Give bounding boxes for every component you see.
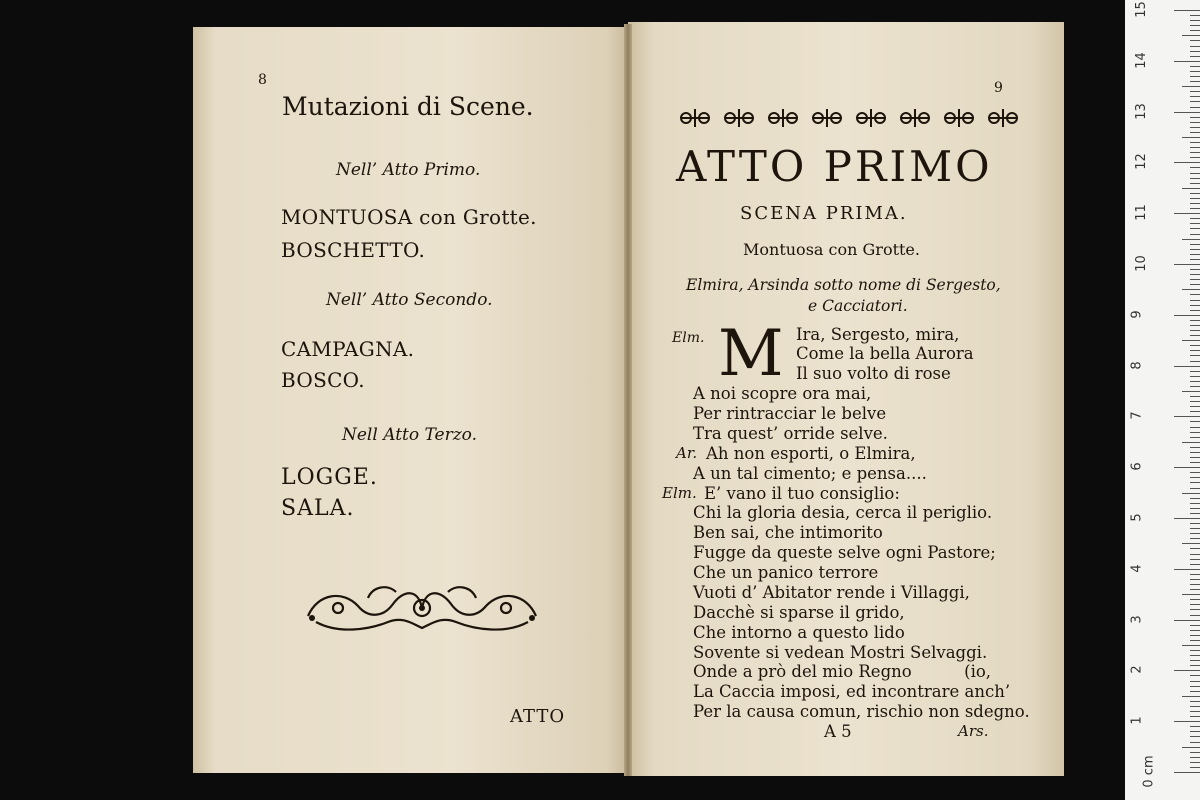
verse-line: Che un panico terrore (693, 563, 879, 582)
ruler-tick (1190, 503, 1200, 504)
ruler-number: 3 (1129, 614, 1145, 624)
ruler-tick (1190, 325, 1200, 326)
ruler-tick (1190, 752, 1200, 753)
ruler-tick (1190, 40, 1200, 41)
ruler-tick (1190, 132, 1200, 133)
ruler-tick (1190, 66, 1200, 67)
ruler-tick (1190, 406, 1200, 407)
measurement-ruler (1125, 0, 1200, 800)
ruler-tick (1190, 218, 1200, 219)
left-page-number: 8 (258, 72, 267, 88)
ruler-tick (1190, 350, 1200, 351)
ruler-tick (1190, 51, 1200, 52)
ruler-number: 13 (1133, 102, 1149, 120)
right-catchword: Ars. (958, 722, 989, 740)
fleuron-row-ornament (676, 103, 1024, 133)
ruler-tick (1190, 310, 1200, 311)
ruler-tick (1190, 427, 1200, 428)
ruler-tick (1190, 173, 1200, 174)
ruler-tick (1190, 462, 1200, 463)
ruler-tick (1190, 193, 1200, 194)
ruler-tick (1182, 543, 1200, 544)
ruler-tick (1174, 213, 1200, 214)
scene-item: SALA. (281, 496, 355, 521)
ruler-tick (1190, 91, 1200, 92)
ruler-tick (1174, 61, 1200, 62)
verse-line: E’ vano il tuo consiglio: (704, 484, 900, 503)
ruler-tick (1190, 675, 1200, 676)
ruler-tick (1190, 640, 1200, 641)
ruler-tick (1182, 594, 1200, 595)
ruler-tick (1174, 569, 1200, 570)
ruler-tick (1190, 523, 1200, 524)
ruler-tick (1174, 721, 1200, 722)
ruler-tick (1190, 513, 1200, 514)
ruler-tick (1190, 579, 1200, 580)
ruler-tick (1190, 71, 1200, 72)
ruler-tick (1190, 472, 1200, 473)
ruler-tick (1174, 670, 1200, 671)
scene-item: BOSCO. (281, 368, 365, 392)
ruler-tick (1190, 584, 1200, 585)
ruler-tick (1182, 391, 1200, 392)
ruler-tick (1190, 254, 1200, 255)
ruler-tick (1190, 244, 1200, 245)
verse-line: Ira, Sergesto, mira, (796, 325, 960, 344)
verse-line: Dacchè si sparse il grido, (693, 603, 905, 622)
ruler-tick (1190, 609, 1200, 610)
ruler-tick (1190, 447, 1200, 448)
ruler-tick (1190, 554, 1200, 555)
ruler-tick (1190, 665, 1200, 666)
ruler-tick (1190, 381, 1200, 382)
ruler-tick (1190, 437, 1200, 438)
verse-line: Fugge da queste selve ogni Pastore; (693, 543, 996, 562)
ruler-tick (1174, 162, 1200, 163)
speaker-label: Ar. (676, 444, 698, 462)
ruler-tick (1182, 86, 1200, 87)
ruler-number: 1 (1129, 716, 1145, 725)
ruler-tick (1190, 198, 1200, 199)
ruler-tick (1190, 81, 1200, 82)
ruler-tick (1174, 620, 1200, 621)
ruler-tick (1190, 46, 1200, 47)
verse-line: A noi scopre ora mai, (693, 384, 872, 403)
verse-line: La Caccia imposi, ed incontrare anch’ (693, 682, 1011, 701)
ruler-tick (1190, 716, 1200, 717)
ruler-number: 5 (1129, 513, 1145, 522)
ruler-tick (1190, 457, 1200, 458)
ruler-tick (1182, 340, 1200, 341)
ruler-tick (1190, 528, 1200, 529)
characters-line: Elmira, Arsinda sotto nome di Sergesto, (686, 276, 1001, 294)
ruler-number: 8 (1129, 360, 1145, 370)
ruler-tick (1174, 772, 1200, 773)
ruler-tick (1190, 681, 1200, 682)
ruler-tick (1182, 747, 1200, 748)
ruler-number: 10 (1133, 255, 1149, 272)
ruler-tick (1190, 726, 1200, 727)
ruler-tick (1190, 167, 1200, 168)
signature-mark: A 5 (824, 722, 852, 741)
left-catchword: ATTO (510, 706, 566, 727)
verse-line: Ben sai, che intimorito (693, 523, 883, 542)
ruler-number: 11 (1133, 204, 1149, 221)
ruler-tick (1190, 630, 1200, 631)
ruler-tick (1190, 371, 1200, 372)
ruler-tick (1190, 122, 1200, 123)
ruler-tick (1190, 152, 1200, 153)
ruler-tick (1190, 599, 1200, 600)
verse-line: Vuoti d’ Abitator rende i Villaggi, (693, 583, 970, 602)
ruler-tick (1190, 650, 1200, 651)
ruler-tick (1190, 178, 1200, 179)
ruler-tick (1174, 416, 1200, 417)
ruler-tick (1190, 635, 1200, 636)
ruler-tick (1190, 538, 1200, 539)
ruler-number: 12 (1133, 153, 1149, 171)
ruler-tick (1190, 498, 1200, 499)
ruler-tick (1190, 386, 1200, 387)
act-label-3: Nell Atto Terzo. (342, 425, 477, 445)
ruler-number: 2 (1129, 665, 1145, 675)
ruler-tick (1190, 56, 1200, 57)
scene-item: MONTUOSA con Grotte. (281, 205, 537, 229)
characters-line: e Cacciatori. (808, 297, 908, 315)
ruler-tick (1190, 25, 1200, 26)
ruler-tick (1190, 284, 1200, 285)
act-title: ATTO PRIMO (676, 142, 993, 191)
ruler-tick (1190, 736, 1200, 737)
ruler-tick (1190, 300, 1200, 301)
ruler-tick (1190, 157, 1200, 158)
verse-line: Per rintracciar le belve (693, 404, 887, 423)
ruler-tick (1190, 548, 1200, 549)
scene-item: BOSCHETTO. (281, 238, 426, 262)
ruler-tick (1190, 305, 1200, 306)
ruler-tick (1190, 183, 1200, 184)
ruler-tick (1174, 10, 1200, 11)
speaker-label: Elm. (662, 484, 697, 502)
ruler-number: 0 cm (1141, 755, 1157, 788)
ruler-tick (1190, 223, 1200, 224)
ruler-tick (1182, 137, 1200, 138)
ruler-number: 4 (1129, 564, 1145, 573)
ruler-tick (1190, 421, 1200, 422)
ruler-tick (1190, 488, 1200, 489)
ruler-tick (1190, 101, 1200, 102)
ruler-number: 15 (1133, 1, 1149, 18)
verse-line: Ah non esporti, o Elmira, (706, 444, 916, 463)
ruler-tick (1190, 508, 1200, 509)
ruler-tick (1190, 107, 1200, 108)
ruler-tick (1190, 269, 1200, 270)
ruler-tick (1190, 742, 1200, 743)
ruler-tick (1182, 289, 1200, 290)
ruler-tick (1190, 574, 1200, 575)
right-page-number: 9 (994, 80, 1003, 96)
ruler-tick (1190, 147, 1200, 148)
ruler-tick (1190, 706, 1200, 707)
scene-item: LOGGE. (281, 465, 378, 490)
ruler-tick (1190, 767, 1200, 768)
ruler-tick (1190, 711, 1200, 712)
ruler-tick (1190, 533, 1200, 534)
ruler-tick (1190, 615, 1200, 616)
verse-line: A un tal cimento; e pensa.... (693, 464, 927, 483)
ruler-tick (1182, 696, 1200, 697)
ruler-tick (1190, 660, 1200, 661)
ruler-tick (1190, 477, 1200, 478)
ruler-tick (1190, 731, 1200, 732)
verse-line: Per la causa comun, rischio non sdegno. (693, 702, 1030, 721)
speaker-label: Elm. (672, 330, 705, 346)
ruler-tick (1190, 208, 1200, 209)
ruler-tick (1174, 112, 1200, 113)
ruler-tick (1190, 396, 1200, 397)
ruler-tick (1190, 274, 1200, 275)
ruler-tick (1190, 335, 1200, 336)
ruler-tick (1190, 294, 1200, 295)
ruler-tick (1174, 264, 1200, 265)
ruler-tick (1190, 30, 1200, 31)
scene-item: CAMPAGNA. (281, 337, 415, 361)
ruler-tick (1190, 452, 1200, 453)
ruler-tick (1190, 76, 1200, 77)
verse-line: Sovente si vedean Mostri Selvaggi. (693, 643, 988, 662)
ruler-tick (1190, 228, 1200, 229)
ruler-tick (1182, 493, 1200, 494)
act-label-2: Nell’ Atto Secondo. (326, 290, 493, 310)
ruler-tick (1190, 401, 1200, 402)
ruler-tick (1190, 96, 1200, 97)
ruler-tick (1190, 249, 1200, 250)
verse-line: Come la bella Aurora (796, 344, 974, 363)
ruler-tick (1174, 467, 1200, 468)
ruler-tick (1190, 127, 1200, 128)
ruler-tick (1190, 655, 1200, 656)
ruler-tick (1182, 239, 1200, 240)
ruler-tick (1190, 762, 1200, 763)
ruler-tick (1190, 686, 1200, 687)
ruler-tick (1190, 259, 1200, 260)
ruler-tick (1190, 142, 1200, 143)
ruler-tick (1190, 330, 1200, 331)
verse-line: Chi la gloria desia, cerca il periglio. (693, 503, 993, 522)
ruler-tick (1190, 625, 1200, 626)
ruler-number: 6 (1129, 462, 1145, 471)
ruler-tick (1190, 376, 1200, 377)
ruler-tick (1190, 691, 1200, 692)
ruler-tick (1190, 757, 1200, 758)
ruler-tick (1190, 589, 1200, 590)
ruler-tick (1190, 564, 1200, 565)
ruler-number: 7 (1129, 411, 1145, 421)
book-gutter (624, 24, 632, 776)
verse-line: Che intorno a questo lido (693, 623, 905, 642)
ruler-tick (1190, 279, 1200, 280)
verse-line: Onde a prò del mio Regno (io, (693, 662, 992, 681)
ruler-tick (1190, 355, 1200, 356)
ruler-tick (1190, 234, 1200, 235)
left-page (193, 27, 628, 773)
ruler-tick (1190, 604, 1200, 605)
scene-title: SCENA PRIMA. (740, 203, 908, 224)
ruler-tick (1190, 320, 1200, 321)
ruler-tick (1190, 361, 1200, 362)
vignette-ornament (298, 578, 546, 638)
ruler-tick (1174, 315, 1200, 316)
ruler-tick (1190, 20, 1200, 21)
left-page-heading: Mutazioni di Scene. (282, 92, 534, 121)
act-label-1: Nell’ Atto Primo. (336, 160, 481, 180)
ruler-tick (1190, 482, 1200, 483)
ruler-tick (1182, 188, 1200, 189)
ruler-number: 9 (1129, 310, 1145, 319)
ruler-tick (1190, 15, 1200, 16)
ruler-tick (1190, 701, 1200, 702)
ruler-tick (1190, 432, 1200, 433)
scene-setting: Montuosa con Grotte. (743, 240, 920, 259)
ruler-tick (1190, 117, 1200, 118)
ruler-tick (1190, 203, 1200, 204)
ruler-tick (1174, 518, 1200, 519)
ruler-tick (1174, 366, 1200, 367)
ruler-tick (1190, 345, 1200, 346)
ruler-tick (1182, 35, 1200, 36)
verse-line: Tra quest’ orride selve. (693, 424, 888, 443)
ruler-tick (1190, 411, 1200, 412)
ruler-tick (1190, 559, 1200, 560)
ruler-number: 14 (1133, 52, 1149, 69)
ruler-tick (1182, 442, 1200, 443)
drop-cap: M (718, 317, 784, 391)
ruler-tick (1182, 645, 1200, 646)
verse-line: Il suo volto di rose (796, 364, 951, 383)
